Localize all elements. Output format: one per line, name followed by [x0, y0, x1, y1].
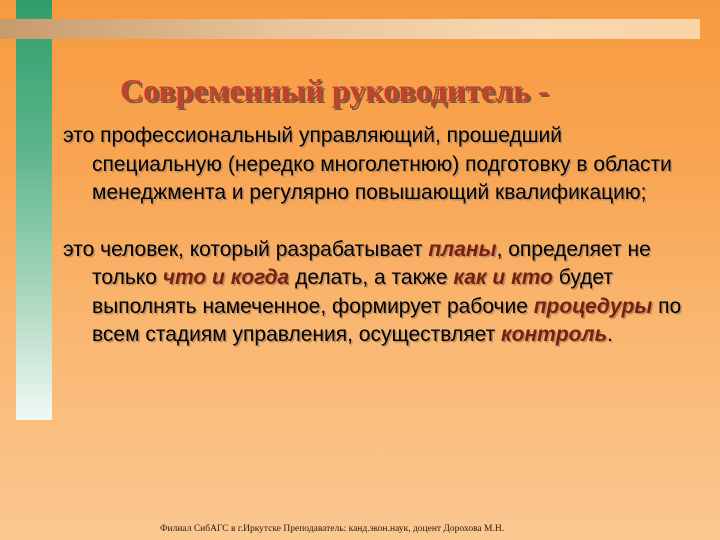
emphasis-procedures: процедуры: [533, 294, 653, 318]
footer-caption: Филиал СибАГС в г.Иркутске Преподаватель: канд.экон.наук, доцент Дорохова М.Н.: [160, 524, 505, 534]
slide-body: [63, 122, 693, 350]
text-span: , определяет не только: [92, 237, 651, 289]
text-span: .: [607, 323, 613, 346]
text-span: будет выполнять намеченное, формирует рабочие: [92, 266, 613, 318]
paragraph-2: [63, 236, 693, 350]
emphasis-how-who: как и кто: [453, 266, 553, 289]
accent-bar-horizontal: [0, 19, 700, 39]
text-span: это человек, который разрабатывает: [63, 237, 429, 261]
paragraph-1: это профессиональный управляющий, прошедший специальную (нередко многолетнюю) подготовку в области менеджмента и регулярно повышающий квалификацию;: [63, 124, 672, 204]
text-span: по всем стадиям управления, осуществляет: [92, 294, 682, 346]
accent-bar-vertical: [16, 0, 52, 420]
emphasis-control: контроль: [501, 323, 608, 346]
text-span: делать, а также: [289, 266, 454, 289]
slide-title: Современный руководитель -: [120, 72, 549, 108]
emphasis-what-when: что и когда: [162, 266, 290, 289]
emphasis-plans: планы: [428, 237, 497, 261]
